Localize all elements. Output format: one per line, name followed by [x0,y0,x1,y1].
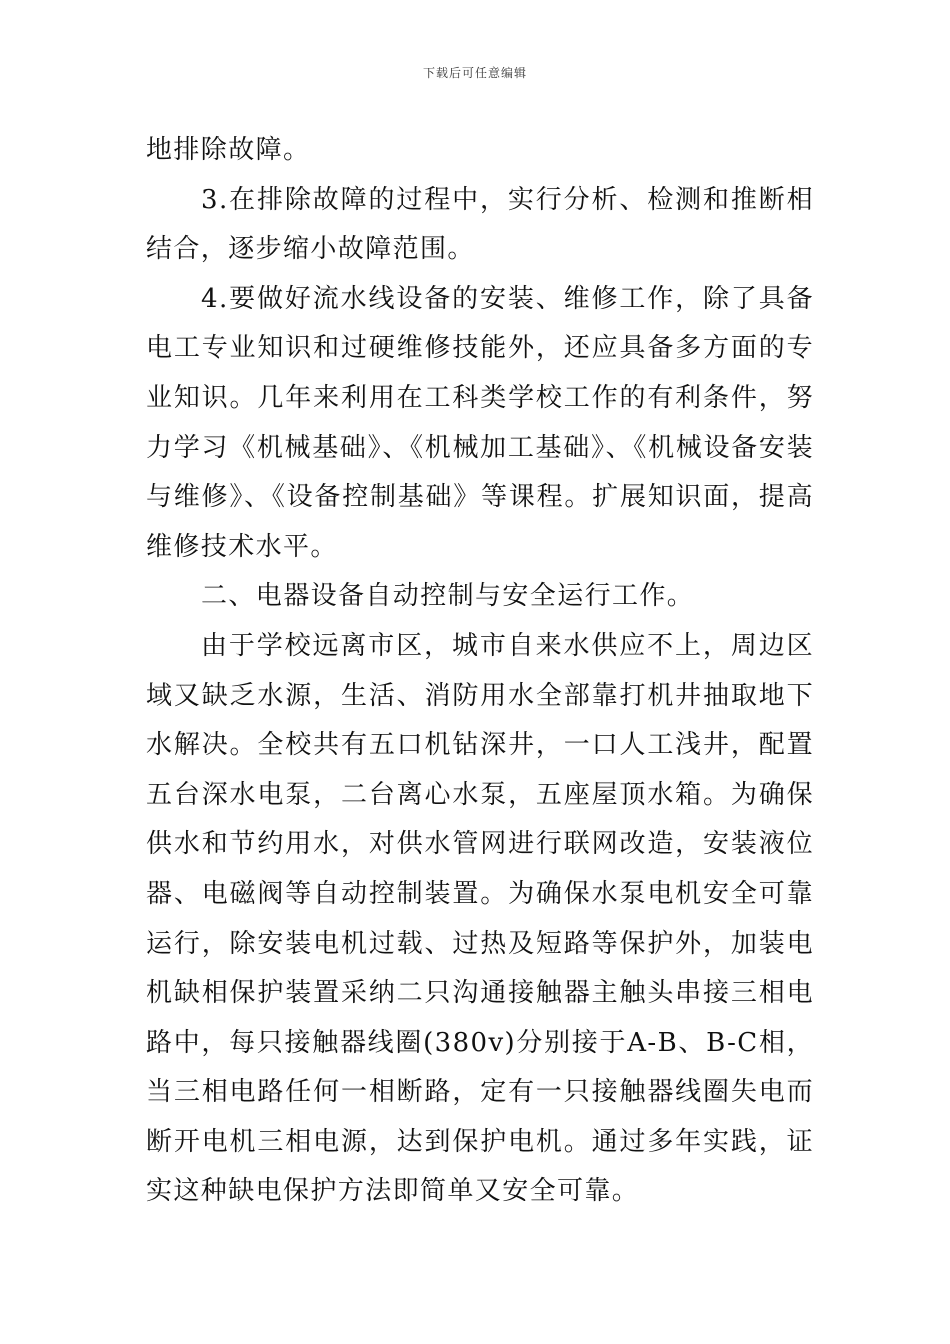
paragraph-item-3: 3.在排除故障的过程中，实行分析、检测和推断相结合，逐步缩小故障范围。 [146,184,814,265]
paragraph-item-4: 4.要做好流水线设备的安装、维修工作，除了具备电工专业知识和过硬维修技能外，还应具备多方面的专业知识。几年来利用在工科类学校工作的有利条件，努力学习《机械基础》、《机械加工基础》、《机械设备安装与维修》、《设备控制基础》等课程。扩展知识面，提高维修技术水平。 [146,283,814,562]
paragraph-water-supply: 由于学校远离市区，城市自来水供应不上，周边区域又缺乏水源，生活、消防用水全部靠打机井抽取地下水解决。全校共有五口机钻深井，一口人工浅井，配置五台深水电泵，二台离心水泵，五座屋顶水箱。为确保供水和节约用水，对供水管网进行联网改造，安装液位器、电磁阀等自动控制装置。为确保水泵电机安全可靠运行，除安装电机过载、过热及短路等保护外，加装电机缺相保护装置采纳二只沟通接触器主触头串接三相电路中，每只接触器线圈(380v)分别接于A-B、B-C相，当三相电路任何一相断路，定有一只接触器线圈失电而断开电机三相电源，达到保护电机。通过多年实践，证实这种缺电保护方法即简单又安全可靠。 [146,630,814,1207]
page-header: 下载后可任意编辑 [422,66,527,80]
document-body [146,126,814,1217]
section-heading-2: 二、电器设备自动控制与安全运行工作。 [201,581,695,612]
paragraph-continuation: 地排除故障。 [146,135,311,165]
